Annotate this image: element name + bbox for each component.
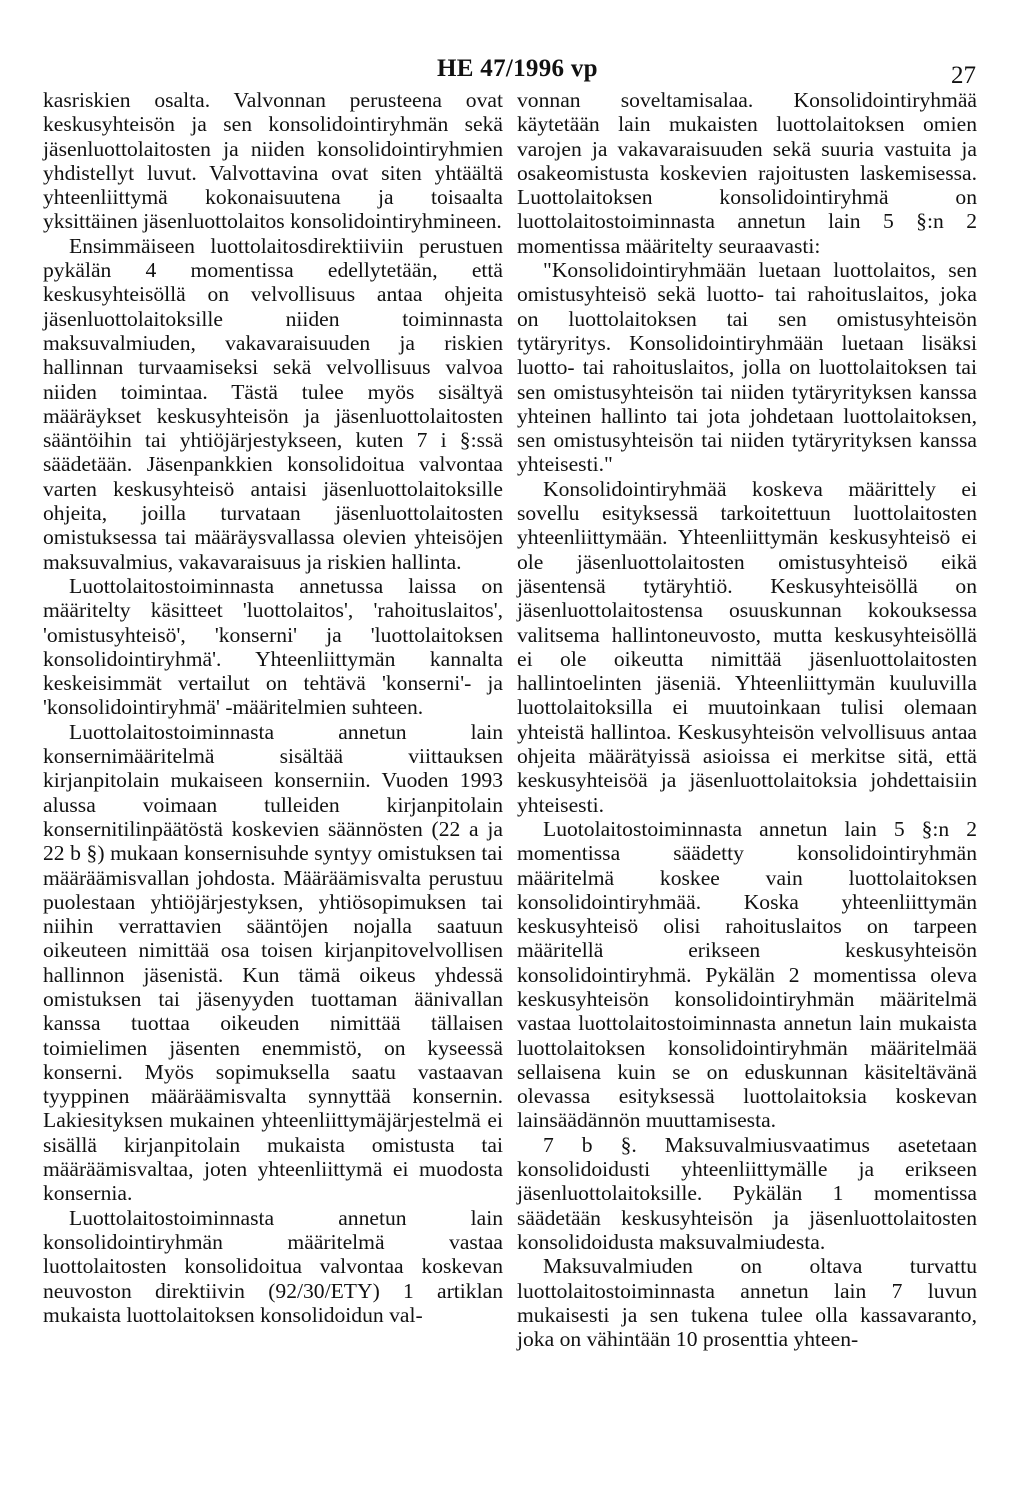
- right-column: [517, 88, 977, 1351]
- paragraph: Konsolidointiryhmää koskeva määrittely ei sovellu esityksessä tarkoitettuun luottolaitosten yhteenliittymään. Yhteenliittymän keskusyhteisö ei ole jäsenluottolaitosten omistusyhteisö eikä jäsentensä tytäryhtiö. Keskusyhteisöllä on jäsenluottolaitostensa osuuskunnan kokouksessa valitsema hallintoneuvosto, mutta keskusyhteisöllä ei ole oikeutta nimittää jäsenluottolaitosten hallintoelinten jäseniä. Yhteenliittymän kuuluvilla luottolaitoksilla ei muutoinkaan tulisi olemaan yhteistä hallintoa. Keskusyhteisön velvollisuus antaa ohjeita määrätyissä asioissa ei merkitse sitä, että keskusyhteisöä ja jäsenluottolaitoksia johdettaisiin yhteisesti.: [517, 476, 977, 817]
- paragraph: kasriskien osalta. Valvonnan perusteena ovat keskusyhteisön ja sen konsolidointiryhmän sekä jäsenluottolaitosten ja niiden konsolidointiryhmien yhdistellyt luvut. Valvottavina ovat siten yhtäältä yhteenliittymä kokonaisuutena ja toisaalta yksittäinen jäsenluottolaitos konsolidointiryhmineen.: [43, 88, 503, 234]
- page-number: 27: [951, 62, 976, 89]
- paragraph: Maksuvalmiuden on oltava turvattu luottolaitostoiminnasta annetun lain 7 luvun mukaisesti ja sen tukena tulee olla kassavaranto, joka on vähintään 10 prosenttia yhteen-: [517, 1254, 977, 1352]
- paragraph: Luottolaitostoiminnasta annetun lain konsernimääritelmä sisältää viittauksen kirjanpitolain mukaiseen konserniin. Vuoden 1993 alussa voimaan tulleiden kirjanpitolain konsernitilinpäätöstä koskevien säännösten (22 a ja 22 b §) mukaan konsernisuhde syntyy omistuksen tai määräämisvallan johdosta. Määräämisvalta perustuu puolestaan yhtiöjärjestyksen, yhtiösopimuksen tai niihin verrattavien sääntöjen nojalla saatuun oikeuteen nimittää osa toisen kirjanpitovelvollisen hallinnon jäsenistä. Kun tämä oikeus yhdessä omistuksen tai jäsenyyden tuottaman äänivallan kanssa tuottaa oikeuden nimittää tällaisen toimielimen jäsenten enemmistö, on kyseessä konserni. Myös sopimuksella saatu vastaavan tyyppinen määräämisvalta synnyttää konsernin. Lakiesityksen mukainen yhteenliittymäjärjestelmä ei sisällä kirjanpitolain mukaista omistusta tai määräämisvaltaa, joten yhteenliittymä ei muodosta konsernia.: [43, 719, 503, 1206]
- paragraph: Luottolaitostoiminnasta annetun lain konsolidointiryhmän määritelmä vastaa luottolaitosten konsolidoitua valvontaa koskevan neuvoston direktiivin (92/30/ETY) 1 artiklan mukaista luottolaitoksen konsolidoidun val-: [43, 1205, 503, 1327]
- paragraph: Luottolaitostoiminnasta annetussa laissa on määritelty käsitteet 'luottolaitos', 'rahoituslaitos', 'omistusyhteisö', 'konserni' ja 'luottolaitoksen konsolidointiryhmä'. Yhteenliittymän kannalta keskeisimmät vertailut on tehtävä 'konserni'- ja 'konsolidointiryhmä' -määritelmien suhteen.: [43, 573, 503, 720]
- left-column: [43, 88, 503, 1327]
- paragraph: vonnan soveltamisalaa. Konsolidointiryhmää käytetään lain mukaisten luottolaitoksen omien varojen ja vakavaraisuuden sekä suuria vastuita ja osakeomistusta koskevien rajoitusten laskemisessa. Luottolaitoksen konsolidointiryhmä on luottolaitostoiminnasta annetun lain 5 §:n 2 momentissa määritelty seuraavasti:: [517, 88, 977, 258]
- paragraph: 7 b §. Maksuvalmiusvaatimus asetetaan konsolidoidusti yhteenliittymälle ja erikseen jäsenluottolaitoksille. Pykälän 1 momentissa säädetään keskusyhteisön ja jäsenluottolaitosten konsolidoidusta maksuvalmiudesta.: [517, 1132, 977, 1254]
- document-id: HE 47/1996 vp: [437, 55, 598, 82]
- paragraph: Ensimmäiseen luottolaitosdirektiiviin perustuen pykälän 4 momentissa edellytetään, että keskusyhteisöllä on velvollisuus antaa ohjeita jäsenluottolaitoksille niiden toiminnasta maksuvalmiuden, vakavaraisuuden ja riskien hallinnan turvaamiseksi sekä velvollisuus valvoa niiden toimintaa. Tästä tulee myös sisältyä määräykset keskusyhteisön ja jäsenluottolaitosten sääntöihin tai yhtiöjärjestykseen, kuten 7 i §:ssä säädetään. Jäsenpankkien konsolidoitua valvontaa varten keskusyhteisö antaisi jäsenluottolaitoksille ohjeita, joilla turvataan jäsenluottolaitosten omistuksessa tai määräysvallassa olevien yhteisöjen maksuvalmius, vakavaraisuus ja riskien hallinta.: [43, 233, 503, 574]
- paragraph: "Konsolidointiryhmään luetaan luottolaitos, sen omistusyhteisö sekä luotto- tai rahoituslaitos, joka on luottolaitoksen tai sen omistusyhteisön tytäryritys. Konsolidointiryhmään luetaan lisäksi luotto- tai rahoituslaitos, jolla on luottolaitoksen tai sen omistusyhteisön tai niiden tytäryrityksen kanssa yhteinen hallinto tai jota johdetaan luottolaitoksen, sen omistusyhteisön tai niiden tytäryrityksen kanssa yhteisesti.": [517, 258, 977, 477]
- paragraph: Luotolaitostoiminnasta annetun lain 5 §:n 2 momentissa säädetty konsolidointiryhmän määritelmä koskee vain luottolaitoksen konsolidointiryhmää. Koska yhteenliittymän keskusyhteisö olisi rahoituslaitos on tarpeen määritellä erikseen keskusyhteisön konsolidointiryhmä. Pykälän 2 momentissa oleva keskusyhteisön konsolidointiryhmän määritelmä vastaa luottolaitostoiminnasta annetun lain mukaista luottolaitoksen konsolidointiryhmän määritelmää sellaisena kuin se on eduskunnan käsiteltävänä olevassa esityksessä luottolaitoksia koskevan lainsäädännön muuttamisesta.: [517, 816, 977, 1133]
